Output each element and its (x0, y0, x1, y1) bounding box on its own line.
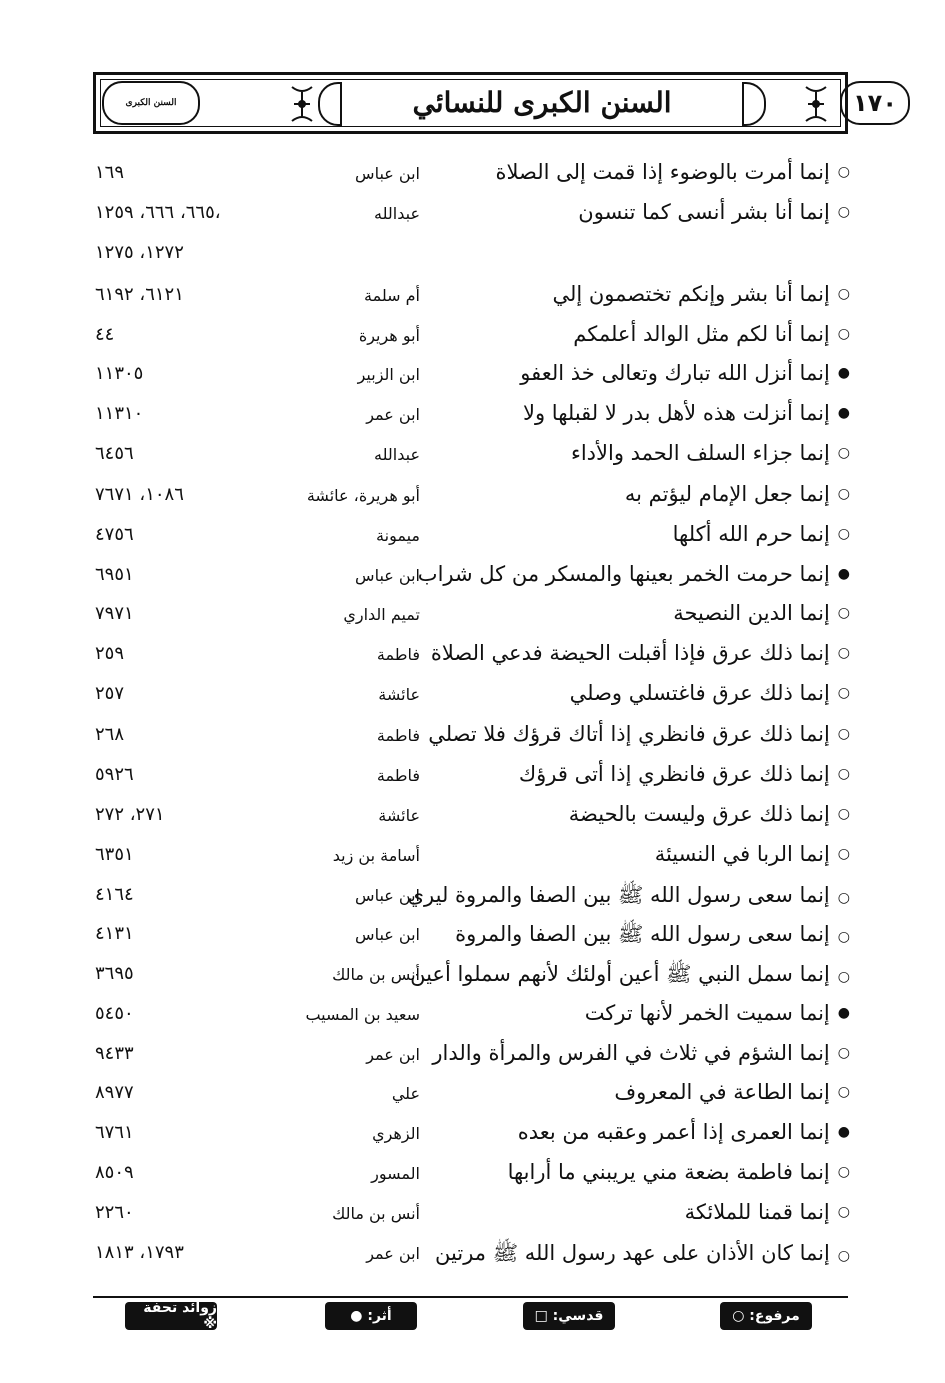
hadith-text: إنما ذلك عرق فإذا أقبلت الحيضة فدعي الصلاة (430, 641, 830, 665)
hadith-type-marker: ● (837, 365, 850, 381)
hadith-numbers: ٥٩٢٦ (95, 764, 134, 785)
hadith-incipit (430, 361, 850, 385)
hadith-type-marker: ○ (837, 1164, 850, 1180)
hadith-numbers: ٤١٣١ (95, 923, 134, 944)
narrator-name: أبو هريرة، عائشة (306, 486, 420, 505)
index-entry (0, 282, 945, 322)
legend-marfu: مرفوع: ○ (720, 1302, 812, 1330)
hadith-incipit (430, 401, 850, 425)
narrator-name: علي (391, 1084, 420, 1103)
index-entry (0, 1200, 945, 1240)
hadith-numbers: ٤٤ (95, 324, 115, 345)
hadith-numbers: ٦٣٥١ (95, 844, 134, 865)
hadith-type-marker: ○ (837, 726, 850, 742)
hadith-text: إنما كان الأذان على عهد رسول الله ﷺ مرتين (435, 1241, 830, 1265)
narrator-name: ابن عمر (366, 405, 420, 424)
hadith-incipit (430, 1001, 850, 1025)
hadith-type-marker: ○ (837, 486, 850, 502)
book-title (346, 79, 738, 125)
hadith-incipit (430, 522, 850, 546)
ornament-right-icon (802, 83, 830, 125)
hadith-numbers: ٦٦٥، ٦٦٦، ١٢٥٩، (95, 202, 221, 223)
footer-divider (93, 1296, 848, 1298)
page-number: ١٧٠ (840, 81, 910, 125)
hadith-incipit (430, 1200, 850, 1224)
index-entry (0, 601, 945, 641)
index-entry (0, 401, 945, 441)
narrator-name: ابن عباس (355, 925, 420, 944)
hadith-incipit (430, 802, 850, 826)
narrator-name: أنس بن مالك (332, 1204, 420, 1223)
hadith-type-marker: ○ (837, 286, 850, 302)
hadith-incipit (430, 1160, 850, 1184)
hadith-text: إنما الشؤم في ثلاث في الفرس والمرأة والدار (432, 1041, 830, 1065)
publisher-logo (102, 81, 200, 125)
hadith-numbers: ٤٧٥٦ (95, 524, 134, 545)
hadith-type-marker: ○ (837, 1045, 850, 1061)
hadith-numbers: ٢٥٧ (95, 683, 125, 704)
hadith-type-marker: ○ (837, 204, 850, 220)
index-entry (0, 361, 945, 401)
index-entry (0, 160, 945, 200)
hadith-type-marker: ○ (837, 645, 850, 661)
narrator-name: أنس بن مالك (332, 965, 420, 984)
narrator-name: عائشة (378, 685, 420, 704)
hadith-numbers: ٢٢٦٠ (95, 1202, 134, 1223)
index-entry (0, 1160, 945, 1200)
narrator-name: ابن عباس (355, 886, 420, 905)
hadith-numbers: ١١٣١٠ (95, 403, 144, 424)
hadith-incipit (430, 842, 850, 866)
hadith-type-marker: ● (837, 405, 850, 421)
index-entry (0, 1120, 945, 1160)
hadith-type-marker: ○ (837, 766, 850, 782)
narrator-name: ميمونة (376, 526, 420, 545)
hadith-incipit (430, 282, 850, 306)
hadith-type-marker: ○ (837, 1204, 850, 1220)
hadith-text: إنما العمرى إذا أعمر وعقبه من بعده (517, 1120, 830, 1144)
hadith-numbers: ١٦٩ (95, 162, 125, 183)
hadith-numbers: ٦١٢١، ٦١٩٢ (95, 284, 184, 305)
hadith-incipit (430, 322, 850, 346)
hadith-type-marker: ○ (837, 889, 850, 906)
hadith-type-marker: ● (837, 1124, 850, 1140)
hadith-incipit (430, 641, 850, 665)
hadith-text: إنما أنزلت هذه لأهل بدر لا لقبلها ولا (523, 401, 830, 425)
hadith-text: إنما أنا بشر أنسى كما تنسون (578, 200, 830, 224)
hadith-numbers: ٣٦٩٥ (95, 963, 134, 984)
narrator-name: فاطمة (376, 766, 420, 785)
hadith-numbers: ١١٣٠٥ (95, 363, 144, 384)
index-entry (0, 200, 945, 240)
narrator-name: عبدالله (374, 445, 420, 464)
hadith-type-marker: ○ (837, 1084, 850, 1100)
ornament-left-icon (288, 83, 316, 125)
index-entry (0, 1080, 945, 1120)
hadith-incipit (430, 1041, 850, 1065)
hadith-type-marker: ○ (837, 806, 850, 822)
hadith-numbers: ٨٥٠٩ (95, 1162, 134, 1183)
hadith-type-marker: ○ (837, 685, 850, 701)
index-entry (0, 482, 945, 522)
narrator-name: عبدالله (374, 204, 420, 223)
hadith-text: إنما الدين النصيحة (673, 601, 830, 625)
hadith-text: إنما جعل الإمام ليؤتم به (624, 482, 830, 506)
hadith-numbers: ٦٤٥٦ (95, 443, 134, 464)
hadith-type-marker: ● (837, 566, 850, 582)
legend-qudsi: قدسي: □ (523, 1302, 615, 1330)
hadith-text: إنما الطاعة في المعروف (614, 1080, 830, 1104)
index-entry (0, 562, 945, 602)
narrator-name: ابن عباس (355, 566, 420, 585)
hadith-numbers: ٦٧٦١ (95, 1122, 134, 1143)
hadith-incipit (430, 482, 850, 506)
hadith-incipit (430, 1120, 850, 1144)
hadith-type-marker: ○ (837, 928, 850, 945)
hadith-incipit (417, 562, 850, 586)
narrator-name: عائشة (378, 806, 420, 825)
hadith-text: إنما حرم الله أكلها (672, 522, 830, 546)
hadith-incipit (430, 762, 850, 786)
hadith-text: إنما سميت الخمر لأنها تركت (584, 1001, 830, 1025)
index-entry (0, 641, 945, 681)
hadith-incipit (430, 1080, 850, 1104)
hadith-incipit (430, 601, 850, 625)
index-entry (0, 1240, 945, 1280)
hadith-type-marker: ○ (837, 968, 850, 985)
hadith-type-marker: ○ (837, 445, 850, 461)
legend-zawaid: زوائد تحفة ※ (125, 1302, 217, 1330)
hadith-incipit (430, 1240, 850, 1271)
hadith-type-marker: ○ (837, 846, 850, 862)
index-entry (0, 1001, 945, 1041)
hadith-incipit (430, 200, 850, 224)
hadith-text: إنما الربا في النسيئة (654, 842, 830, 866)
narrator-name: تميم الداري (343, 605, 420, 624)
hadith-type-marker: ○ (837, 1247, 850, 1264)
hadith-text: إنما أمرت بالوضوء إذا قمت إلى الصلاة (495, 160, 830, 184)
logo-text: السنن الكبرى (125, 98, 177, 108)
hadith-numbers: ٥٤٥٠ (95, 1003, 134, 1024)
hadith-text: إنما ذلك عرق وليست بالحيضة (568, 802, 830, 826)
index-entry (0, 681, 945, 721)
book-title-text: السنن الكبرى للنسائي (412, 85, 672, 119)
index-entry (0, 722, 945, 762)
hadith-incipit (430, 160, 850, 184)
hadith-text: إنما ذلك عرق فاغتسلي وصلي (569, 681, 830, 705)
narrator-name: أسامة بن زيد (332, 846, 420, 865)
hadith-type-marker: ○ (837, 326, 850, 342)
index-entry (0, 842, 945, 882)
hadith-incipit (430, 681, 850, 705)
hadith-text: إنما فاطمة بضعة مني يريبني ما أرابها (507, 1160, 830, 1184)
index-entry (0, 441, 945, 481)
narrator-name: فاطمة (376, 645, 420, 664)
hadith-incipit (430, 722, 850, 746)
narrator-name: ابن الزبير (357, 365, 420, 384)
index-entry (0, 522, 945, 562)
hadith-numbers: ٢٧١، ٢٧٢ (95, 804, 165, 825)
hadith-numbers: ٤١٦٤ (95, 884, 134, 905)
hadith-incipit (407, 882, 850, 913)
hadith-type-marker: ○ (837, 605, 850, 621)
hadith-numbers: ١٧٩٣، ١٨١٣ (95, 1242, 184, 1263)
narrator-name: ابن عمر (366, 1045, 420, 1064)
hadith-numbers: ٨٩٧٧ (95, 1082, 134, 1103)
hadith-text: إنما ذلك عرق فانظري إذا أتى قرؤك (518, 762, 830, 786)
hadith-type-marker: ○ (837, 164, 850, 180)
hadith-numbers: ٧٩٧١ (95, 603, 134, 624)
hadith-incipit (430, 441, 850, 465)
hadith-text: إنما ذلك عرق فانظري إذا أتاك قرؤك فلا تصلي (428, 722, 830, 746)
index-entry (0, 762, 945, 802)
narrator-name: أبو هريرة (358, 326, 420, 345)
index-entry (0, 961, 945, 1001)
index-entry (0, 322, 945, 362)
narrator-name: المسور (371, 1164, 420, 1183)
hadith-numbers: ١٠٨٦، ٧٦٧١ (95, 484, 184, 505)
hadith-text: إنما أنزل الله تبارك وتعالى خذ العفو (520, 361, 830, 385)
hadith-text: إنما سعى رسول الله ﷺ بين الصفا والمروة ليري (407, 883, 830, 907)
hadith-text: إنما سمل النبي ﷺ أعين أولئك لأنهم سملوا أعين (410, 962, 830, 986)
hadith-numbers: ٦٩٥١ (95, 564, 134, 585)
index-entry (0, 240, 945, 280)
hadith-text: إنما قمنا للملائكة (684, 1200, 830, 1224)
hadith-text: إنما جزاء السلف الحمد والأداء (570, 441, 830, 465)
hadith-text: إنما أنا لكم مثل الوالد أعلمكم (573, 322, 830, 346)
hadith-type-marker: ● (837, 1005, 850, 1021)
narrator-name: أم سلمة (364, 286, 420, 305)
hadith-incipit (430, 921, 850, 952)
page-header (93, 72, 897, 134)
narrator-name: فاطمة (376, 726, 420, 745)
hadith-numbers: ٩٤٣٣ (95, 1043, 134, 1064)
hadith-numbers: ١٢٧٢، ١٢٧٥ (95, 242, 184, 263)
narrator-name: الزهري (372, 1124, 420, 1143)
narrator-name: ابن عمر (366, 1244, 420, 1263)
hadith-text: إنما أنا بشر وإنكم تختصمون إلي (552, 282, 830, 306)
index-entry (0, 802, 945, 842)
hadith-numbers: ٢٦٨ (95, 724, 125, 745)
narrator-name: ابن عباس (355, 164, 420, 183)
hadith-numbers: ٢٥٩ (95, 643, 125, 664)
index-entry (0, 882, 945, 922)
hadith-text: إنما سعى رسول الله ﷺ بين الصفا والمروة (455, 922, 830, 946)
narrator-name: سعيد بن المسيب (305, 1005, 420, 1024)
hadith-text: إنما حرمت الخمر بعينها والمسكر من كل شراب (417, 562, 830, 586)
legend-athar: أثر: ● (325, 1302, 417, 1330)
hadith-type-marker: ○ (837, 526, 850, 542)
index-entry (0, 921, 945, 961)
hadith-incipit (410, 961, 850, 992)
index-entry (0, 1041, 945, 1081)
